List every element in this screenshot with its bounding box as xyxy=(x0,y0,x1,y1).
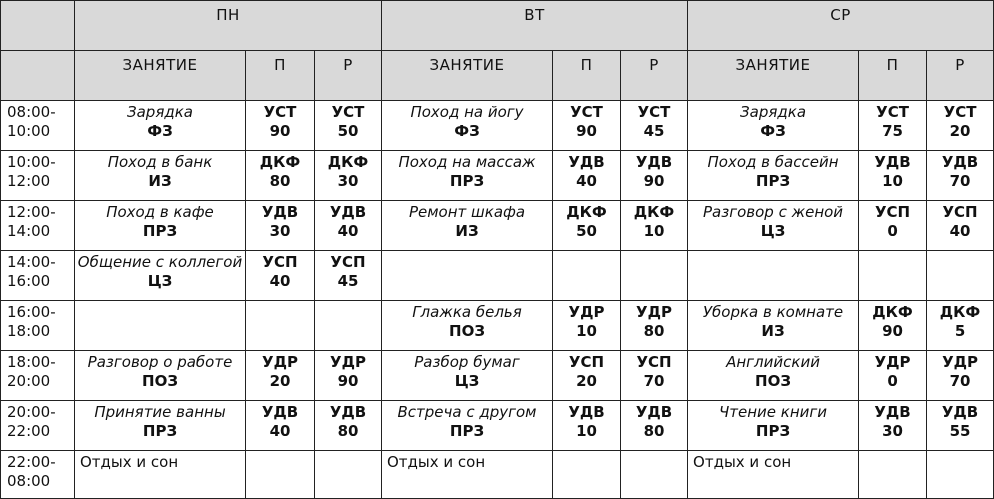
p-score-cell xyxy=(553,401,621,451)
schedule-row xyxy=(1,251,994,301)
p-score-value: 90 xyxy=(882,322,903,340)
empty-cell xyxy=(315,301,382,351)
r-score-label: УДР xyxy=(330,353,366,371)
schedule-row xyxy=(1,101,994,151)
rest-cell: Отдых и сон xyxy=(75,451,246,499)
p-score-value: 30 xyxy=(882,422,903,440)
activity-header: ЗАНЯТИЕ xyxy=(382,51,553,101)
time-cell xyxy=(1,101,75,151)
r-score-label: УДВ xyxy=(635,403,673,421)
p-score-value: 10 xyxy=(576,322,597,340)
time-start: 08:00- xyxy=(7,103,56,121)
p-score-label: УДВ xyxy=(261,403,299,421)
activity-name: Встреча с другом xyxy=(397,403,537,421)
time-cell xyxy=(1,201,75,251)
p-score-value: 90 xyxy=(269,122,291,140)
r-score-cell xyxy=(315,201,382,251)
p-score-cell xyxy=(553,351,621,401)
activity-cell xyxy=(382,401,553,451)
r-score-value: 80 xyxy=(337,422,359,440)
r-score-label: ДКФ xyxy=(327,153,369,171)
activity-code: ПРЗ xyxy=(755,422,791,440)
activity-code: ФЗ xyxy=(147,122,173,140)
p-score-label: УСТ xyxy=(876,103,909,121)
p-score-label: УДВ xyxy=(874,153,911,171)
p-score-cell xyxy=(553,201,621,251)
p-score-cell xyxy=(553,101,621,151)
activity-name: Глажка белья xyxy=(412,303,522,321)
r-score-value: 70 xyxy=(643,372,665,390)
p-score-value: 90 xyxy=(576,122,597,140)
p-score-cell xyxy=(246,251,315,301)
r-score-value: 45 xyxy=(643,122,665,140)
schedule-row xyxy=(1,401,994,451)
p-score-value: 20 xyxy=(576,372,597,390)
r-header: Р xyxy=(927,51,994,101)
schedule-row xyxy=(1,451,994,499)
activity-cell xyxy=(75,401,246,451)
activity-code: ИЗ xyxy=(761,322,785,340)
r-score-value: 80 xyxy=(643,322,665,340)
p-score-cell xyxy=(553,301,621,351)
r-score-cell xyxy=(315,351,382,401)
time-start: 14:00- xyxy=(7,253,56,271)
day-header-row xyxy=(1,1,994,51)
empty-cell xyxy=(688,251,859,301)
r-score-value: 40 xyxy=(949,222,971,240)
p-score-value: 0 xyxy=(887,372,898,390)
corner-cell xyxy=(1,1,75,51)
activity-cell xyxy=(688,301,859,351)
r-score-cell xyxy=(927,101,994,151)
empty-cell xyxy=(553,451,621,499)
r-score-cell xyxy=(621,301,688,351)
day-header-tue: ВТ xyxy=(382,1,688,51)
r-score-label: ДКФ xyxy=(939,303,981,321)
p-score-label: УДВ xyxy=(568,153,605,171)
activity-header: ЗАНЯТИЕ xyxy=(75,51,246,101)
schedule-row xyxy=(1,201,994,251)
time-start: 16:00- xyxy=(7,303,56,321)
r-score-value: 90 xyxy=(337,372,359,390)
activity-code: ПОЗ xyxy=(142,372,178,390)
activity-cell xyxy=(75,251,246,301)
p-score-label: УСП xyxy=(262,253,298,271)
activity-code: ИЗ xyxy=(148,172,172,190)
activity-cell xyxy=(382,351,553,401)
p-score-value: 40 xyxy=(269,422,291,440)
r-score-cell xyxy=(621,401,688,451)
activity-cell xyxy=(382,101,553,151)
empty-cell xyxy=(315,451,382,499)
time-end: 12:00 xyxy=(7,172,51,190)
r-score-label: УСТ xyxy=(637,103,671,121)
activity-cell xyxy=(688,401,859,451)
activity-name: Ремонт шкафа xyxy=(408,203,526,221)
r-score-cell xyxy=(621,151,688,201)
activity-code: ПРЗ xyxy=(142,422,178,440)
activity-cell xyxy=(688,101,859,151)
activity-name: Английский xyxy=(726,353,820,371)
time-start: 18:00- xyxy=(7,353,56,371)
p-score-cell xyxy=(246,101,315,151)
rest-cell: Отдых и сон xyxy=(382,451,553,499)
p-score-value: 80 xyxy=(269,172,291,190)
time-end: 18:00 xyxy=(7,322,51,340)
time-end: 22:00 xyxy=(7,422,51,440)
r-score-label: УДР xyxy=(942,353,978,371)
p-score-cell xyxy=(246,201,315,251)
time-start: 12:00- xyxy=(7,203,56,221)
r-score-label: УДВ xyxy=(635,153,673,171)
activity-name: Принятие ванны xyxy=(94,403,226,421)
schedule-row xyxy=(1,301,994,351)
empty-cell xyxy=(246,451,315,499)
p-score-label: УДР xyxy=(874,353,911,371)
empty-cell xyxy=(382,251,553,301)
p-score-value: 10 xyxy=(882,172,903,190)
time-start: 20:00- xyxy=(7,403,56,421)
activity-header: ЗАНЯТИЕ xyxy=(688,51,859,101)
time-end: 08:00 xyxy=(7,472,51,490)
r-score-value: 20 xyxy=(949,122,971,140)
activity-name: Поход в бассейн xyxy=(707,153,839,171)
r-score-cell xyxy=(315,101,382,151)
r-score-value: 45 xyxy=(337,272,359,290)
r-score-cell xyxy=(621,351,688,401)
empty-cell xyxy=(75,301,246,351)
r-score-cell xyxy=(927,201,994,251)
activity-code: ПРЗ xyxy=(755,172,791,190)
p-score-value: 10 xyxy=(576,422,597,440)
p-score-cell xyxy=(859,301,927,351)
schedule-row xyxy=(1,151,994,201)
time-end: 20:00 xyxy=(7,372,51,390)
activity-code: ПОЗ xyxy=(449,322,485,340)
r-score-label: УСП xyxy=(330,253,366,271)
activity-cell xyxy=(382,201,553,251)
p-score-label: УДР xyxy=(262,353,298,371)
activity-code: ПРЗ xyxy=(449,172,485,190)
time-cell xyxy=(1,401,75,451)
p-score-cell xyxy=(246,401,315,451)
p-score-cell xyxy=(246,351,315,401)
r-score-label: УСП xyxy=(942,203,978,221)
p-score-label: ДКФ xyxy=(566,203,607,221)
time-end: 16:00 xyxy=(7,272,51,290)
r-score-label: УДВ xyxy=(941,153,979,171)
p-score-cell xyxy=(553,151,621,201)
time-cell xyxy=(1,151,75,201)
r-score-value: 50 xyxy=(337,122,359,140)
corner-cell xyxy=(1,51,75,101)
p-score-value: 50 xyxy=(576,222,597,240)
time-cell xyxy=(1,351,75,401)
p-score-value: 75 xyxy=(882,122,903,140)
activity-code: ФЗ xyxy=(760,122,786,140)
p-score-cell xyxy=(859,401,927,451)
time-end: 10:00 xyxy=(7,122,51,140)
r-score-cell xyxy=(315,251,382,301)
empty-cell xyxy=(859,451,927,499)
p-score-label: УСТ xyxy=(570,103,603,121)
p-header: П xyxy=(859,51,927,101)
r-score-value: 40 xyxy=(337,222,359,240)
r-score-value: 90 xyxy=(643,172,665,190)
activity-name: Зарядка xyxy=(127,103,193,121)
activity-code: ЦЗ xyxy=(760,222,786,240)
activity-name: Разговор с женой xyxy=(702,203,844,221)
activity-cell xyxy=(382,301,553,351)
r-score-label: УДВ xyxy=(329,403,367,421)
r-score-value: 10 xyxy=(643,222,665,240)
empty-cell xyxy=(859,251,927,301)
activity-code: ПРЗ xyxy=(142,222,178,240)
r-score-label: УДР xyxy=(636,303,672,321)
p-score-label: УСТ xyxy=(263,103,297,121)
p-score-value: 0 xyxy=(887,222,898,240)
time-cell xyxy=(1,301,75,351)
empty-cell xyxy=(621,251,688,301)
activity-name: Уборка в комнате xyxy=(702,303,844,321)
r-score-cell xyxy=(315,151,382,201)
activity-cell xyxy=(688,351,859,401)
time-end: 14:00 xyxy=(7,222,51,240)
r-score-label: УДВ xyxy=(329,203,367,221)
r-score-value: 30 xyxy=(337,172,359,190)
empty-cell xyxy=(246,301,315,351)
empty-cell xyxy=(927,251,994,301)
activity-code: ПРЗ xyxy=(449,422,485,440)
time-cell xyxy=(1,451,75,499)
rest-cell: Отдых и сон xyxy=(688,451,859,499)
day-header-wed: СР xyxy=(688,1,994,51)
activity-code: ПОЗ xyxy=(755,372,792,390)
p-header: П xyxy=(246,51,315,101)
column-header-row xyxy=(1,51,994,101)
r-score-value: 55 xyxy=(949,422,971,440)
p-score-label: УДВ xyxy=(261,203,299,221)
p-score-cell xyxy=(246,151,315,201)
p-header: П xyxy=(553,51,621,101)
r-score-label: УСТ xyxy=(331,103,365,121)
p-score-value: 40 xyxy=(269,272,291,290)
activity-cell xyxy=(688,151,859,201)
activity-name: Поход на массаж xyxy=(398,153,536,171)
p-score-cell xyxy=(859,151,927,201)
time-start: 22:00- xyxy=(7,453,56,471)
p-score-label: УДР xyxy=(568,303,605,321)
r-score-cell xyxy=(621,101,688,151)
activity-code: ИЗ xyxy=(455,222,479,240)
r-score-cell xyxy=(927,151,994,201)
p-score-value: 30 xyxy=(269,222,291,240)
p-score-label: УСП xyxy=(568,353,605,371)
p-score-value: 20 xyxy=(269,372,291,390)
r-score-cell xyxy=(927,351,994,401)
r-score-cell xyxy=(927,301,994,351)
r-score-label: УДВ xyxy=(941,403,979,421)
activity-name: Поход на йогу xyxy=(410,103,524,121)
activity-name: Поход в кафе xyxy=(106,203,214,221)
activity-cell xyxy=(75,351,246,401)
activity-cell xyxy=(75,101,246,151)
p-score-label: ДКФ xyxy=(259,153,301,171)
day-header-mon: ПН xyxy=(75,1,382,51)
activity-cell xyxy=(75,151,246,201)
empty-cell xyxy=(927,451,994,499)
activity-name: Разговор о работе xyxy=(87,353,233,371)
p-score-cell xyxy=(859,201,927,251)
time-start: 10:00- xyxy=(7,153,56,171)
p-score-value: 40 xyxy=(576,172,597,190)
empty-cell xyxy=(621,451,688,499)
activity-name: Поход в банк xyxy=(107,153,213,171)
r-score-value: 5 xyxy=(954,322,966,340)
r-score-label: ДКФ xyxy=(633,203,675,221)
activity-cell xyxy=(688,201,859,251)
p-score-cell xyxy=(859,101,927,151)
r-header: Р xyxy=(621,51,688,101)
activity-code: ЦЗ xyxy=(454,372,480,390)
r-score-label: УСТ xyxy=(943,103,977,121)
r-header: Р xyxy=(315,51,382,101)
activity-name: Разбор бумаг xyxy=(414,353,520,371)
activity-code: ЦЗ xyxy=(147,272,173,290)
activity-name: Общение с коллегой xyxy=(77,253,243,271)
p-score-cell xyxy=(859,351,927,401)
r-score-value: 80 xyxy=(643,422,665,440)
empty-cell xyxy=(553,251,621,301)
activity-name: Чтение книги xyxy=(719,403,828,421)
r-score-cell xyxy=(315,401,382,451)
activity-cell xyxy=(75,201,246,251)
p-score-label: УДВ xyxy=(568,403,605,421)
r-score-value: 70 xyxy=(949,372,971,390)
schedule-row xyxy=(1,351,994,401)
p-score-label: УДВ xyxy=(874,403,911,421)
r-score-value: 70 xyxy=(949,172,971,190)
activity-code: ФЗ xyxy=(454,122,480,140)
r-score-cell xyxy=(621,201,688,251)
time-cell xyxy=(1,251,75,301)
activity-cell xyxy=(382,151,553,201)
r-score-cell xyxy=(927,401,994,451)
p-score-label: УСП xyxy=(874,203,911,221)
activity-name: Зарядка xyxy=(740,103,807,121)
r-score-label: УСП xyxy=(636,353,672,371)
p-score-label: ДКФ xyxy=(872,303,913,321)
